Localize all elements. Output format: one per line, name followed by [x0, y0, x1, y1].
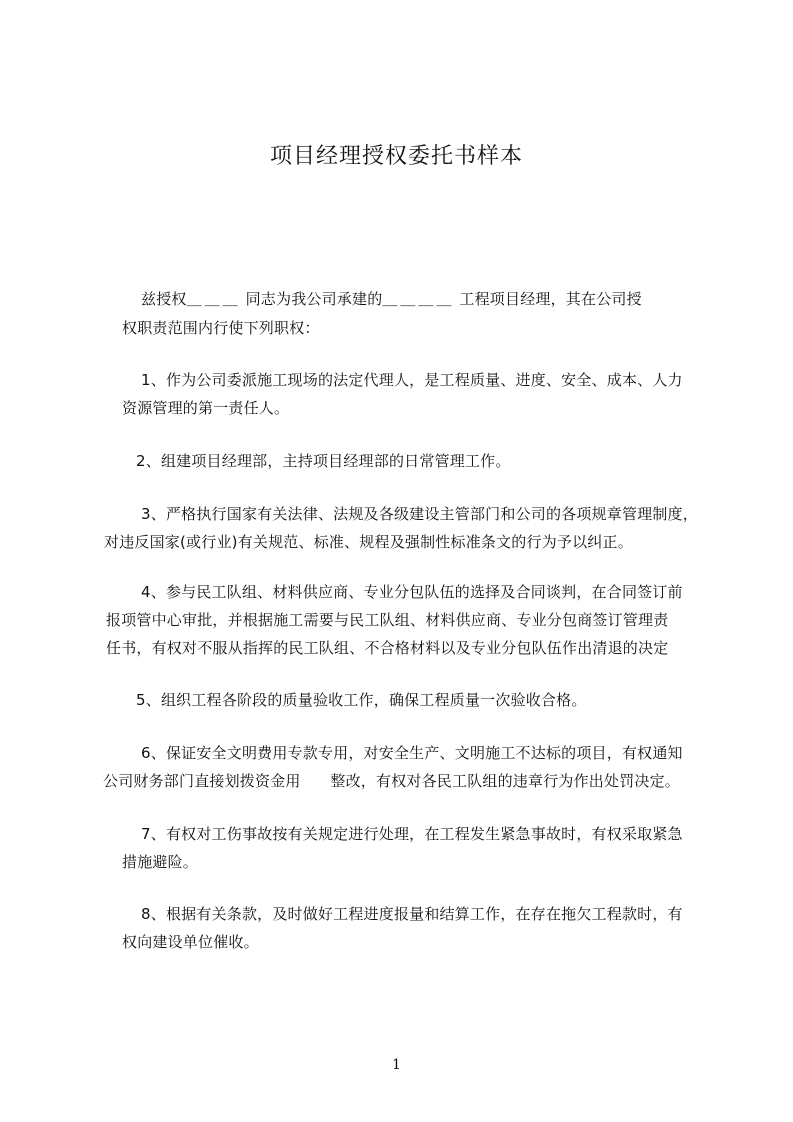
intro-text-a: 兹授权: [141, 290, 187, 308]
item-8-line-1: 8、根据有关条款，及时做好工程进度报量和结算工作，在存在拖欠工程款时，有: [141, 905, 683, 923]
item-5-line-1: 5、组织工程各阶段的质量验收工作，确保工程质量一次验收合格。: [136, 691, 587, 709]
item-4-line-3: 任书，有权对不服从指挥的民工队组、不合格材料以及专业分包队伍作出清退的决定: [106, 639, 669, 657]
item-1-line-1: 1、作为公司委派施工现场的法定代理人，是工程质量、进度、安全、成本、人力: [141, 371, 683, 389]
item-7-line-1: 7、有权对工伤事故按有关规定进行处理，在工程发生紧急事故时，有权采取紧急: [141, 825, 683, 843]
item-4-line-2: 报项管中心审批，并根据施工需要与民工队组、材料供应商、专业分包商签订管理责: [106, 611, 669, 629]
item-6-line-1: 6、保证安全文明费用专款专用，对安全生产、文明施工不达标的项目，有权通知: [141, 744, 683, 762]
item-2-line-1: 2、组建项目经理部，主持项目经理部的日常管理工作。: [136, 452, 511, 470]
intro-line-2: 权职责范围内行使下列职权：: [122, 319, 320, 337]
blank-field-project: ＿＿＿＿: [382, 290, 455, 308]
intro-text-c: 工程项目经理，其在公司授: [459, 290, 642, 308]
document-title: 项目经理授权委托书样本: [269, 144, 523, 169]
item-3-line-1: 3、严格执行国家有关法律、法规及各级建设主管部门和公司的各项规章管理制度，: [141, 505, 698, 523]
item-3-line-2: 对违反国家(或行业)有关规范、标准、规程及强制性标准条文的行为予以纠正。: [104, 533, 633, 551]
intro-text-b: 同志为我公司承建的: [245, 290, 383, 308]
blank-field-name: ＿＿＿: [186, 290, 241, 308]
page-number: 1: [392, 1057, 401, 1073]
item-7-line-2: 措施避险。: [122, 853, 199, 871]
item-1-line-2: 资源管理的第一责任人。: [122, 399, 290, 417]
item-6-line-2: 公司财务部门直接划拨资金用 整改，有权对各民工队组的违章行为作出处罚决定。: [103, 772, 681, 790]
item-8-line-2: 权向建设单位催收。: [122, 933, 259, 951]
intro-line-1: [141, 289, 642, 309]
item-4-line-1: 4、参与民工队组、材料供应商、专业分包队伍的选择及合同谈判，在合同签订前: [141, 583, 683, 601]
